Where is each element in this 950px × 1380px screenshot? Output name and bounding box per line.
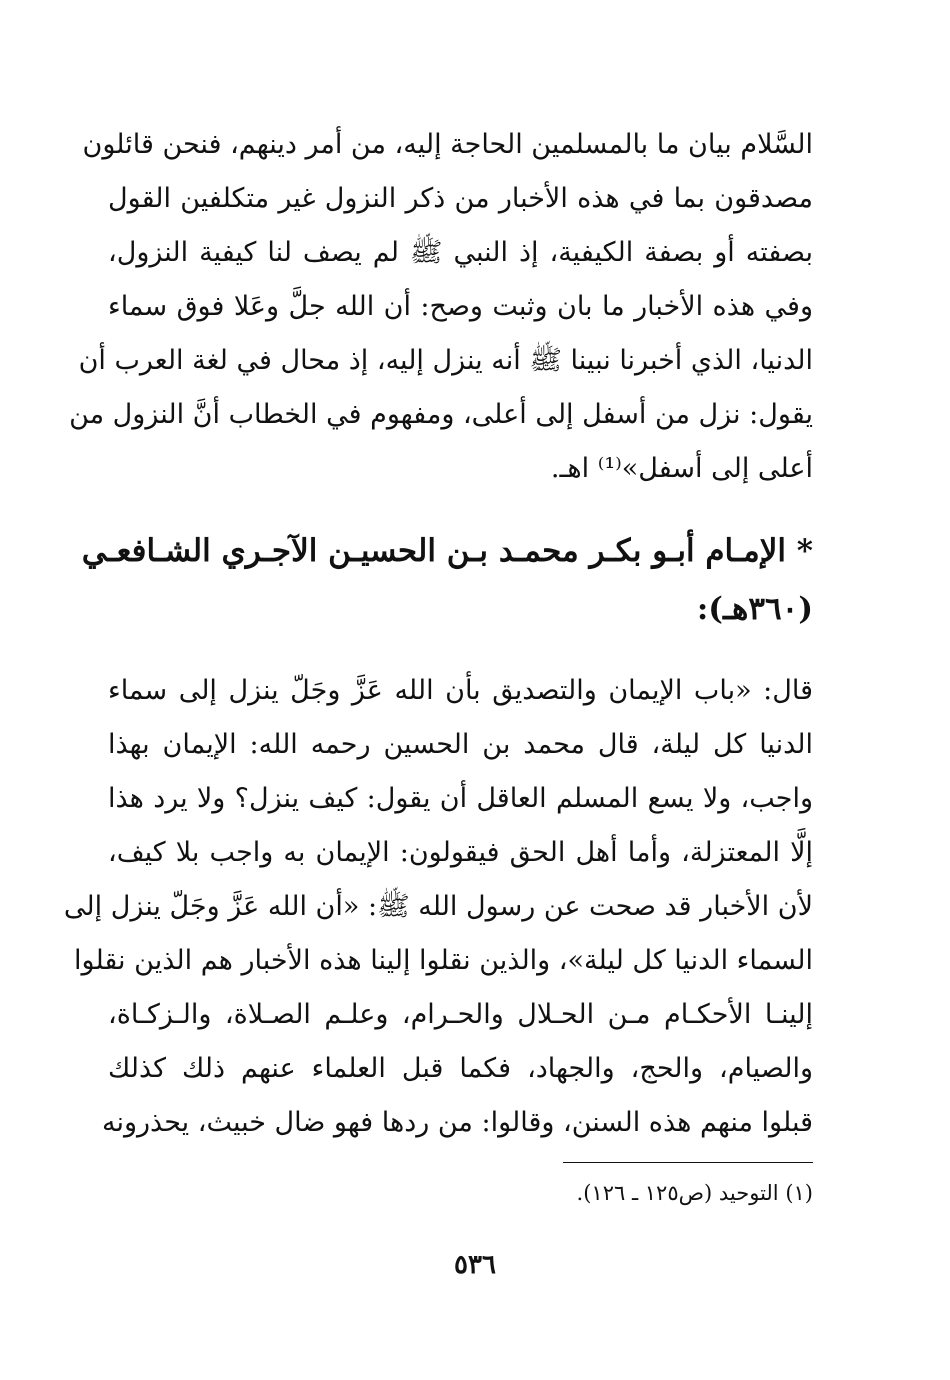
text-line: وفي هذه الأخبار ما بان وثبت وصح: أن الله جلَّ وعَلا فوق سماء	[108, 291, 813, 322]
text-line: بصفته أو بصفة الكيفية، إذ النبي ﷺ لم يصف لنا كيفية النزول،	[108, 237, 813, 268]
text-line: أعلى إلى أسفل»⁽¹⁾ اهـ.	[550, 453, 813, 484]
text-line: إلَّا المعتزلة، وأما أهل الحق فيقولون: الإيمان به واجب بلا كيف،	[108, 837, 813, 868]
text-line: الدنيا، الذي أخبرنا نبينا ﷺ أنه ينزل إليه، إذ محال في لغة العرب أن	[78, 345, 813, 376]
text-line: والصيام، والحج، والجهاد، فكما قبل العلماء عنهم ذلك كذلك	[108, 1053, 813, 1084]
page-number: ٥٣٦	[454, 1250, 496, 1280]
paragraph-2	[63, 664, 814, 1150]
footnote: (١) التوحيد (ص١٢٥ ـ ١٢٦).	[576, 1181, 813, 1205]
text-line: الدنيا كل ليلة، قال محمد بن الحسين رحمه الله: الإيمان بهذا	[108, 729, 813, 760]
text-line: السَّلام بيان ما بالمسلمين الحاجة إليه، من أمر دينهم، فنحن قائلون	[82, 129, 813, 160]
text-line: لأن الأخبار قد صحت عن رسول الله ﷺ: «أن الله عَزَّ وجَلّ ينزل إلى	[63, 891, 813, 922]
text-line: قال: «باب الإيمان والتصديق بأن الله عَزَّ وجَلّ ينزل إلى سماء	[108, 675, 814, 706]
heading-line: (٣٦٠هـ):	[696, 591, 813, 627]
text-line: يقول: نزل من أسفل إلى أعلى، ومفهوم في الخطاب أنَّ النزول من	[69, 399, 813, 430]
text-line: مصدقون بما في هذه الأخبار من ذكر النزول غير متكلفين القول	[108, 183, 813, 214]
heading-line: * الإمـام أبـو بكـر محمـد بـن الحسيـن الآجـري الشـافعـي	[81, 533, 813, 569]
text-line: إلينـا الأحكـام مـن الحـلال والحـرام، وعلـم الصـلاة، والـزكـاة،	[108, 999, 813, 1030]
text-line: قبلوا منهم هذه السنن، وقالوا: من ردها فهو ضال خبيث، يحذرونه	[101, 1107, 813, 1138]
text-line: واجب، ولا يسع المسلم العاقل أن يقول: كيف ينزل؟ ولا يرد هذا	[108, 783, 813, 814]
page-body	[63, 118, 814, 1150]
footnote-divider	[563, 1162, 813, 1163]
text-line: السماء الدنيا كل ليلة»، والذين نقلوا إلينا هذه الأخبار هم الذين نقلوا	[74, 945, 813, 976]
section-heading	[81, 522, 813, 638]
paragraph-1	[69, 118, 813, 496]
